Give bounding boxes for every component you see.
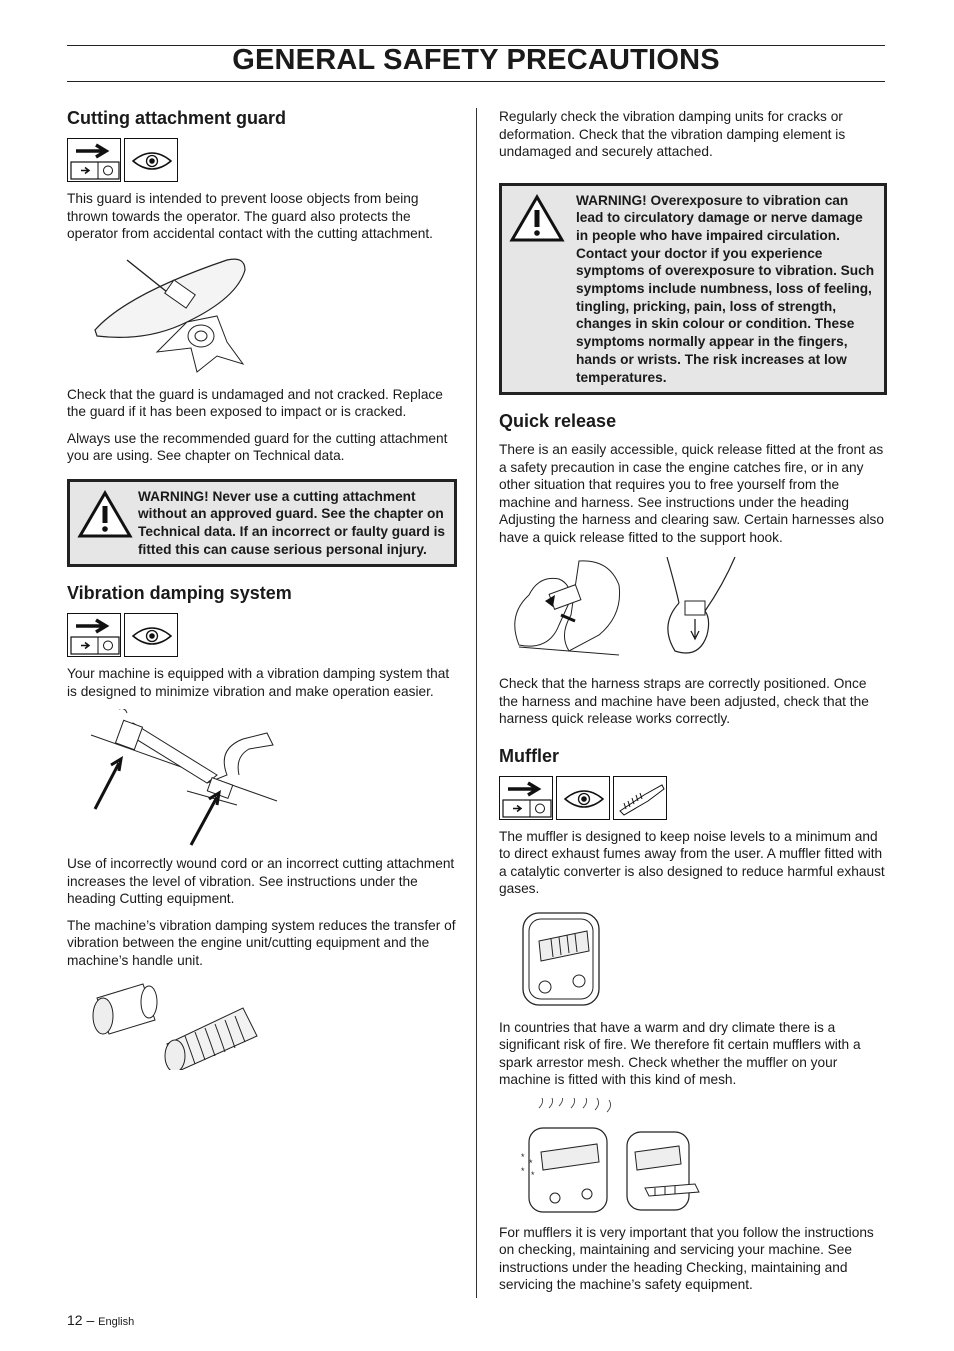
eye-icon xyxy=(556,776,610,820)
muffler-icons xyxy=(499,776,887,820)
quick-release-heading: Quick release xyxy=(499,411,617,432)
vibration-paragraph-1: Your machine is equipped with a vibration damping system that is designed to minimize vibration and make operation easier. xyxy=(67,666,450,699)
quick-release-illustration xyxy=(499,555,749,667)
eye-icon xyxy=(124,613,178,657)
vibration-paragraph-2: Use of incorrectly wound cord or an incorrect cutting attachment increases the level of vibration. See instructions under the heading Cutting equipment. xyxy=(67,856,455,907)
arrow-check-icon xyxy=(67,138,121,182)
damping-element-illustration xyxy=(67,978,267,1070)
arrow-check-icon xyxy=(67,613,121,657)
quick-release-paragraph-1: There is an easily accessible, quick release fitted at the front as a safety precaution in case the engine catches fire, or in any other situation that requires you to free yourself from the machine and harness. See instructions under the heading Adjusting the harness and clearing saw. Certain harnesses also have a quick release fitted to the support hook. xyxy=(499,442,884,545)
guard-paragraph-3: Always use the recommended guard for the cutting attachment you are using. See chapter on Technical data. xyxy=(67,430,448,463)
vibration-check-paragraph: Regularly check the vibration damping units for cracks or deformation. Check that the vibration damping element is undamaged and securely attached. xyxy=(499,109,846,159)
svg-text:*: * xyxy=(529,1157,533,1168)
vibration-icons xyxy=(67,613,457,657)
arrow-check-icon xyxy=(499,776,553,820)
left-column xyxy=(67,108,457,1078)
guard-illustration xyxy=(67,252,267,378)
footer-language: English xyxy=(98,1316,135,1328)
muffler-paragraph-2: In countries that have a warm and dry climate there is a significant risk of fire. We therefore fit certain mufflers with a spark arrestor mesh. Check whether the muffler on your machine is fitted with this kind of mesh. xyxy=(499,1019,861,1088)
svg-text:*: * xyxy=(531,1169,535,1180)
muffler-illustration xyxy=(499,907,619,1011)
vibration-warning-text: WARNING! Overexposure to vibration can lead to circulatory damage or nerve damage in people who have impaired circulation. Contact your doctor if you experience symptoms of overexposure to vibration. Such symptoms include numbness, loss of feeling, tingling, pricking, pain, loss of strength, changes in skin colour or condition. These symptoms normally appear in the fingers, hands or wrists. The risk increases at low temperatures. xyxy=(576,192,875,385)
guard-heading: Cutting attachment guard xyxy=(67,108,286,128)
title-rule-bottom xyxy=(67,81,885,82)
vibration-heading: Vibration damping system xyxy=(67,583,292,604)
warning-triangle-icon xyxy=(76,488,134,540)
guard-warning-text: WARNING! Never use a cutting attachment without an approved guard. See the chapter on Technical data. If an incorrect or faulty guard is fitted this can cause serious personal injury. xyxy=(138,488,446,557)
page-title: GENERAL SAFETY PRECAUTIONS xyxy=(232,44,720,76)
guard-paragraph-2: Check that the guard is undamaged and not cracked. Replace the guard if it has been exposed to impact or is cracked. xyxy=(67,386,443,419)
eye-icon xyxy=(124,138,178,182)
vibration-paragraph-3: The machine’s vibration damping system reduces the transfer of vibration between the engine unit/cutting equipment and the machine’s handle unit. xyxy=(67,917,456,968)
guard-paragraph-1: This guard is intended to prevent loose objects from being thrown towards the operator. The guard also protects the operator from accidental contact with the cutting attachment. xyxy=(67,191,433,241)
svg-text:*: * xyxy=(521,1151,525,1162)
muffler-heading: Muffler xyxy=(499,745,559,766)
muffler-paragraph-1: The muffler is designed to keep noise levels to a minimum and to direct exhaust fumes away from the user. A muffler fitted with a catalytic converter is also designed to reduce harmful exhaust gases. xyxy=(499,828,885,897)
page-number: 12 – xyxy=(67,1312,95,1328)
brush-icon xyxy=(613,776,667,820)
guard-icons xyxy=(67,138,457,182)
spark-arrestor-illustration xyxy=(499,1098,719,1216)
right-column xyxy=(499,108,887,1303)
quick-release-paragraph-2: Check that the harness straps are correctly positioned. Once the harness and machine have been adjusted, check that the harness quick release works correctly. xyxy=(499,676,869,727)
vibration-warning-box xyxy=(499,183,887,396)
page-footer xyxy=(67,1312,134,1328)
vibration-damper-illustration xyxy=(67,709,287,847)
muffler-paragraph-3: For mufflers it is very important that you follow the instructions on checking, maintaining and servicing your machine. See instructions under the heading Checking, maintaining and servicing the machine’s safety equipment. xyxy=(499,1224,874,1293)
guard-warning-box xyxy=(67,479,457,568)
warning-triangle-icon xyxy=(508,192,566,244)
column-divider xyxy=(476,108,477,1298)
svg-text:*: * xyxy=(521,1165,525,1176)
